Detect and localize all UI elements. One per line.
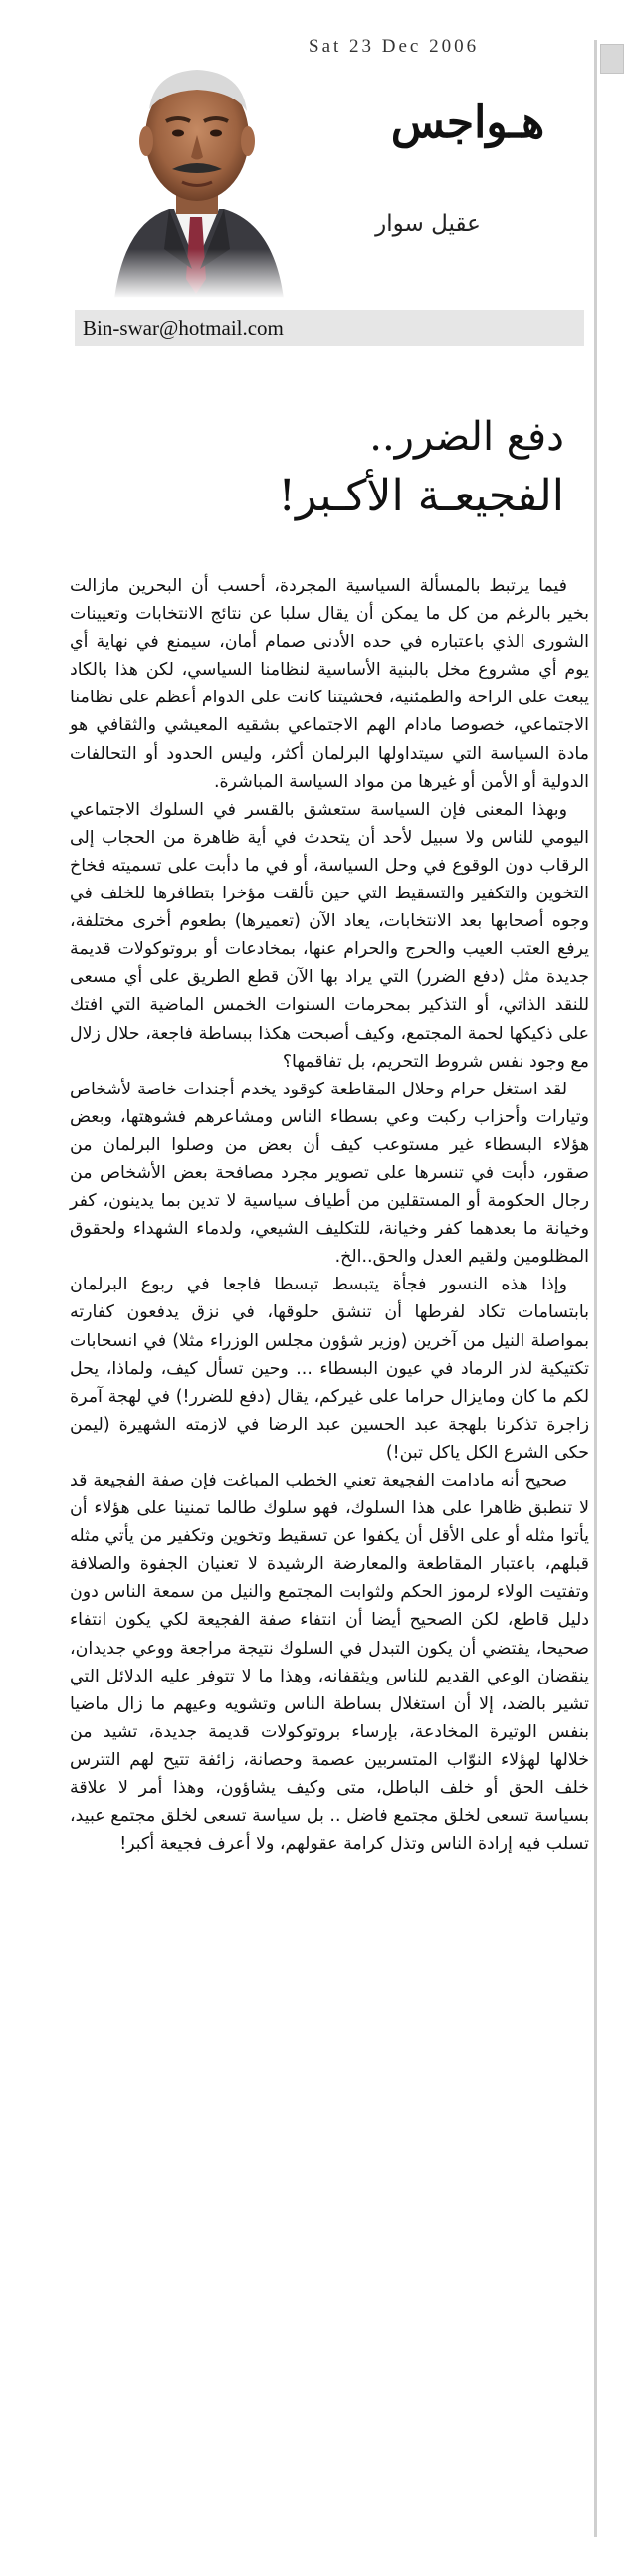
author-name: عقيل سوار [375,211,481,237]
column-title: هـواجس [390,98,545,148]
author-email[interactable]: Bin-swar@hotmail.com [75,310,584,346]
paragraph: صحيح أنه مادامت الفجيعة تعني الخطب المباغت فإن صفة الفجيعة قد لا تنطبق ظاهرا على هذا السلوك، فهو سلوك طالما تمنينا على هؤلاء أن يأتوا مثله أو على الأقل أن يكفوا عن تسقيط وتخوين وتكفير من يأتي مثله قبلهم، باعتبار المقاطعة والمعارضة الرشيدة لا تعنيان الجفوة والصلافة وتفتيت الولاء لرموز الحكم ولثوابت المجتمع والنيل من سمعة الناس دون دليل قاطع، لكن الصحيح أيضا أن انتفاء صفة الفجيعة لكي يكون انتفاء صحيحا، يقتضي أن يكون التبدل في السلوك نتيجة مراجعة ووعي جديدان، ينقضان الوعي القديم للناس ويثقفانه، وهذا ما لا تتوفر عليه الدلائل التي تشير بالضد، إلا أن استغلال بساطة الناس وتشويه وعيهم ما زال ماضيا بنفس الوتيرة المخادعة، بإرساء بروتوكولات قديمة جديدة، تشيد من خلالها لهؤلاء النوّاب المتسربين عصمة وحصانة، زائفة تتيح لهم التترس خلف الحق أو خلف الباطل، متى وكيف يشاؤون، وهذا أمر لا علاقة بسياسة تسعى لخلق مجتمع فاضل .. بل سياسة تسعى لخلق مجتمع عبيد، تسلب فيه إرادة الناس وتذل كرامة عقولهم، ولا أعرف فجيعة أكبر! [70,1471,589,1855]
paragraph: وبهذا المعنى فإن السياسة ستعشق بالقسر في السلوك الاجتماعي اليومي للناس ولا سبيل لأحد أن يتحدث في أية ظاهرة من الحجاب إلى الرقاب دون الوقوع في وحل السياسة، أو في ما دأبت على تسميته فخاخ التخوين والتكفير والتسقيط التي حين تألقت مؤخرا بتطافرها للخلف في وجوه أصحابها بعد الانتخابات، يعاد الآن (تعميرها) بطعوم أخرى مختلفة، يرفع العتب العيب والحرج والحرام عنها، بمخادعات أو بروتوكولات قديمة جديدة مثل (دفع الضرر) التي يراد بها الآن قطع الطريق على أي مسعى للنقد الذاتي، أو التذكير بمحرمات السنوات الخمس الماضية التي افتك على ذكيكها لحمة المجتمع، وكيف أصبحت هكذا ببساطة فاجعة، حلال زلال مع وجود نفس شروط التحريم، بل تفاقمها؟ [70,799,589,1072]
paragraph: وإذا هذه النسور فجأة يتبسط تبسطا فاجعا في ربوع البرلمان بابتسامات تكاد لفرطها أن تنشق حلوقها، في نزق يدفعون كفارته بمواصلة النيل من آخرين (وزير شؤون مجلس الوزراء مثلا) في انسحابات تكتيكية لذر الرماد في عيون البسطاء ... وحين تسأل كيف، ولماذا، يحل لكم ما كان ومايزال حراما على غيركم، يقال (دفع للضرر!) في لهجة آمرة زاجرة تذكرنا بلهجة عبد الحسين عبد الرضا في لازمته الشهيرة (ليمن حكى الشرع الكل ياكل تبن!) [70,1275,589,1463]
article-body [70,572,589,1858]
paragraph: فيما يرتبط بالمسألة السياسية المجردة، أحسب أن البحرين مازالت بخير بالرغم من كل ما يمكن أن يقال سلبا عن نتائج الانتخابات وتعيينات الشورى الذي باعتباره في حده الأدنى صمام أمان، سيمنع في نهاية أي يوم أي مشروع مخل بالبنية الأساسية لنظامنا السياسي، لكن هذا بالكاد يبعث على الراحة والطمئنية، فخشيتنا كانت على الدوام أعظم على نظامنا الاجتماعي، خصوصا مادام الهم الاجتماعي بشقيه المعيشي والثقافي هو مادة السياسة التي سيتداولها البرلمان أكثر، وليس الحدود أو التحالفات الدولية أو الأمن أو غيرها من مواد السياسة المباشرة. [70,576,589,792]
publication-date: Sat 23 Dec 2006 [309,36,480,57]
article-headline [75,408,592,527]
scrollbar-thumb[interactable] [600,44,624,74]
paragraph: لقد استغل حرام وحلال المقاطعة كوقود يخدم أجندات خاصة لأشخاص وتيارات وأحزاب ركبت وعي بسطاء الناس ومشاعرهم فشوهتها، وبعض هؤلاء البسطاء غير مستوعب كيف أن بعض من وصلوا البرلمان من صقور، دأبت في تنسرها على تصوير مجرد مصافحة بعض الأشخاص من رجال الحكومة أو المستقلين من أطياف سياسية لا تدين بما يدينون، كفر وخيانة ما بعدهما كفر وخيانة، للتكليف الشيعي، ولدماء الشهداء ولحقوق المظلومين ولقيم العدل والحق..الخ. [70,1079,589,1268]
headline-line-2: الفجيعـة الأكـبر! [278,471,564,521]
headline-line-1: دفع الضرر.. [369,414,564,460]
author-photo [95,50,299,298]
column-divider [594,40,597,2537]
